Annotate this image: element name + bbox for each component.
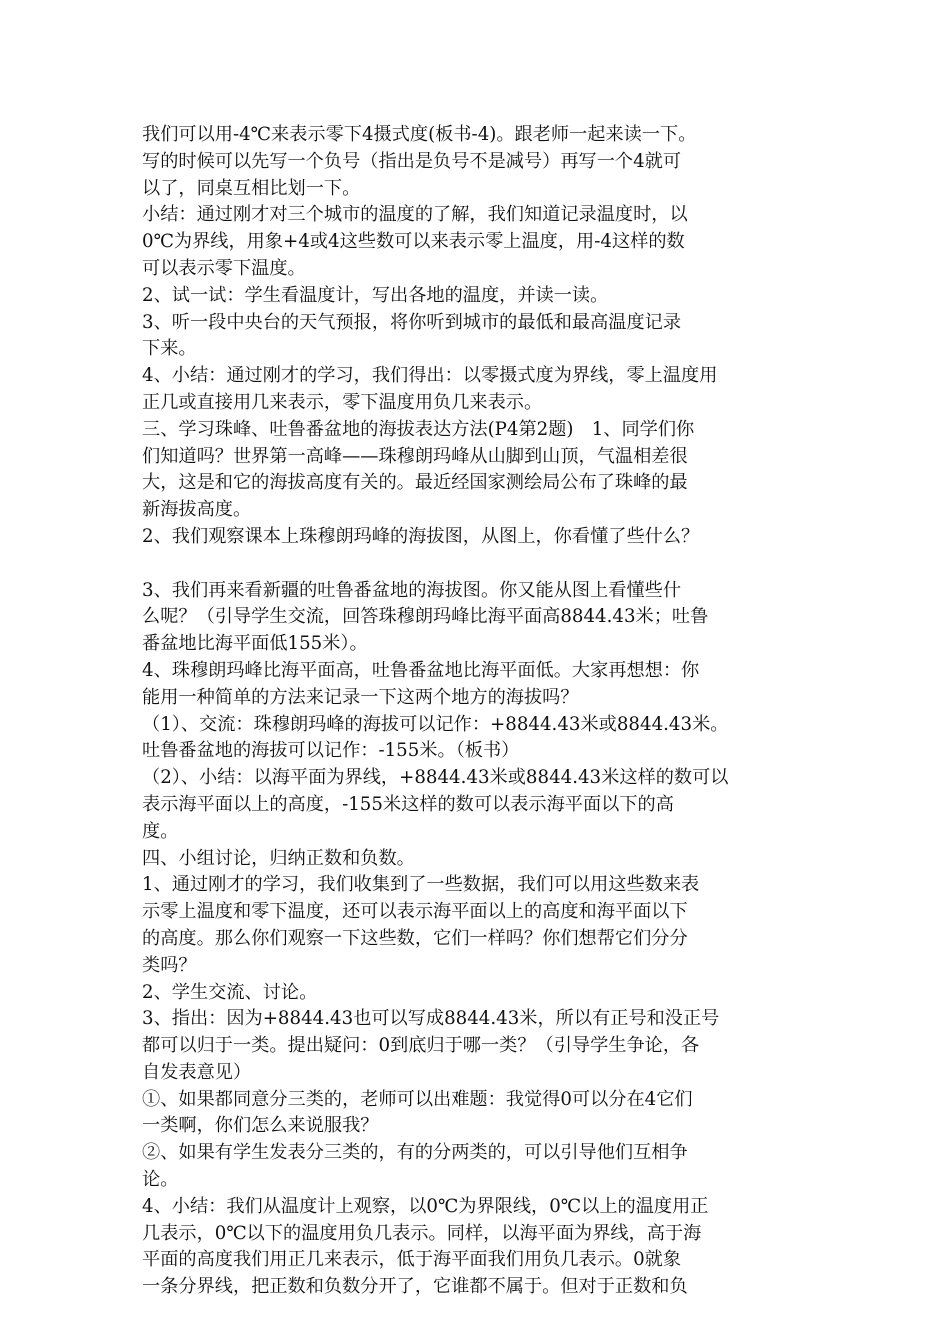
text-line: 正几或直接用几来表示，零下温度用负几来表示。 [142,391,543,413]
text-line: 都可以归于一类。提出疑问：0到底归于哪一类？（引导学生争论，各 [142,1035,700,1057]
text-line: 番盆地比海平面低155米）。 [142,633,368,655]
text-line: 3、听一段中央台的天气预报，将你听到城市的最低和最高温度记录 [142,311,682,333]
blank-line [142,551,810,578]
text-line: 自发表意见） [142,1061,252,1083]
text-line: 写的时候可以先写一个负号（指出是负号不是减号）再写一个4就可 [142,150,682,172]
text-line: 四、小组讨论，归纳正数和负数。 [142,847,415,869]
text-line: 4、小结：通过刚才的学习，我们得出：以零摄式度为界线，零上温度用 [142,365,718,387]
text-line: 吐鲁番盆地的海拔可以记作：-155米。（板书） [142,740,520,762]
text-line: 1、通过刚才的学习，我们收集到了一些数据，我们可以用这些数来表 [142,874,700,896]
text-line: 以了，同桌互相比划一下。 [142,177,361,199]
text-line: 0℃为界线，用象+4或4这些数可以来表示零上温度，用-4这样的数 [142,231,685,253]
text-line: 一类啊，你们怎么来说服我？ [142,1115,379,1137]
text-line: 4、珠穆朗玛峰比海平面高，吐鲁番盆地比海平面低。大家再想想：你 [142,659,700,681]
text-line: （2）、小结：以海平面为界线，+8844.43米或8844.43米这样的数可以 [142,767,729,789]
document-body [142,122,810,1301]
text-line: 大，这是和它的海拔高度有关的。最近经国家测绘局公布了珠峰的最 [142,472,688,494]
text-line: （1）、交流：珠穆朗玛峰的海拔可以记作：+8844.43米或8844.43米。 [142,713,729,735]
text-line: 下来。 [142,338,197,360]
text-line: 4、小结：我们从温度计上观察，以0℃为界限线，0℃以上的温度用正 [142,1195,709,1217]
text-line: 的高度。那么你们观察一下这些数，它们一样吗？你们想帮它们分分 [142,927,688,949]
text-line: 3、指出：因为+8844.43也可以写成8844.43米，所以有正号和没正号 [142,1008,720,1030]
text-line: 么呢？（引导学生交流，回答珠穆朗玛峰比海平面高8844.43米；吐鲁 [142,606,709,628]
text-line: 我们可以用-4℃来表示零下4摄式度(板书-4)。跟老师一起来读一下。 [142,124,697,145]
text-line: 表示海平面以上的高度，-155米这样的数可以表示海平面以下的高 [142,793,674,815]
text-line: 新海拔高度。 [142,499,252,521]
text-line: 们知道吗？世界第一高峰——珠穆朗玛峰从山脚到山顶，气温相差很 [142,445,688,467]
text-line: 平面的高度我们用正几来表示，低于海平面我们用负几表示。0就象 [142,1249,682,1271]
text-line: 三、学习珠峰、吐鲁番盆地的海拔表达方法(P4第2题) 1、同学们你 [142,418,695,440]
text-line: 2、试一试：学生看温度计，写出各地的温度，并读一读。 [142,284,609,306]
text-line: 小结：通过刚才对三个城市的温度的了解，我们知道记录温度时，以 [142,204,688,226]
text-line: 示零上温度和零下温度，还可以表示海平面以上的高度和海平面以下 [142,901,688,923]
text-line: 度。 [142,820,179,842]
text-line: 能用一种简单的方法来记录一下这两个地方的海拔吗？ [142,686,579,708]
text-line: 3、我们再来看新疆的吐鲁番盆地的海拔图。你又能从图上看懂些什 [142,579,682,601]
text-line: 几表示，0℃以下的温度用负几表示。同样，以海平面为界线，高于海 [142,1222,702,1244]
text-line: ①、如果都同意分三类的，老师可以出难题：我觉得0可以分在4它们 [142,1088,693,1110]
text-line: 一条分界线，把正数和负数分开了，它谁都不属于。但对于正数和负 [142,1276,688,1298]
text-line: 类吗？ [142,954,197,976]
text-line: 论。 [142,1169,179,1191]
text-line: 可以表示零下温度。 [142,257,306,279]
text-line: 2、我们观察课本上珠穆朗玛峰的海拔图，从图上，你看懂了些什么？ [142,525,700,547]
text-line: ②、如果有学生发表分三类的，有的分两类的，可以引导他们互相争 [142,1142,688,1164]
text-line: 2、学生交流、讨论。 [142,981,318,1003]
